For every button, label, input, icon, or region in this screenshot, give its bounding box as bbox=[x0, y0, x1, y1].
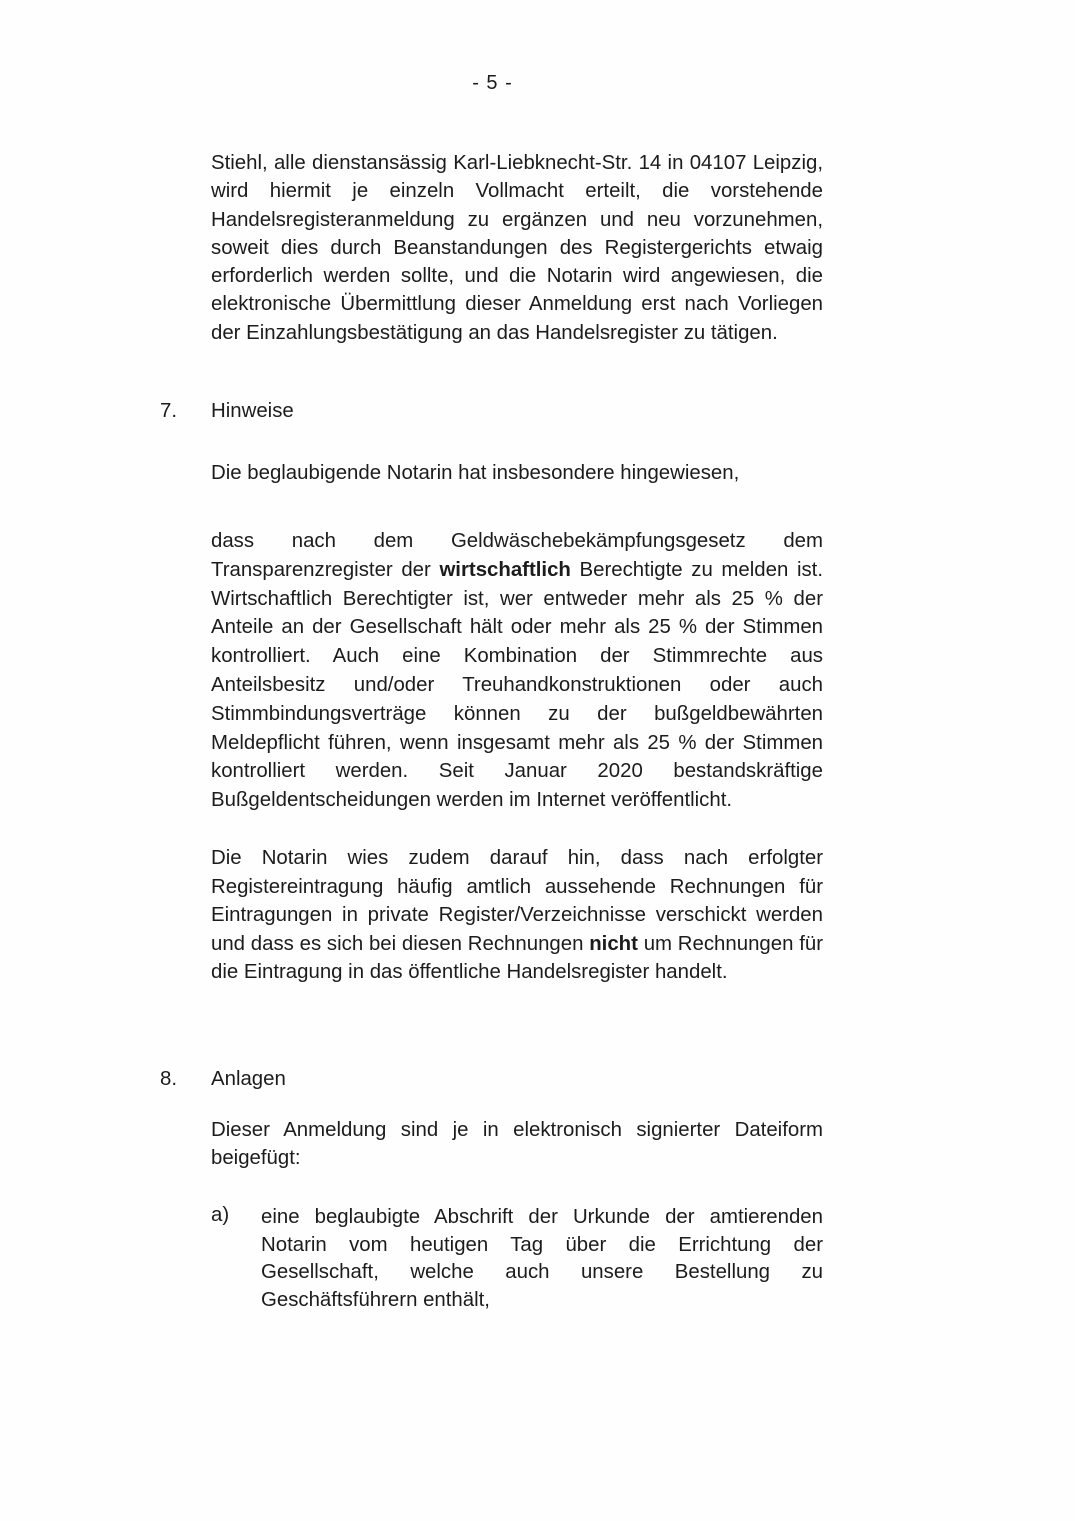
list-item-a-marker: a) bbox=[211, 1204, 230, 1226]
section-8-title: Anlagen bbox=[211, 1068, 286, 1090]
page-number: - 5 - bbox=[472, 72, 513, 94]
section-7-paragraph-1-bold: wirtschaftlich bbox=[439, 558, 571, 581]
section-7-number: 7. bbox=[160, 400, 178, 422]
section-7-paragraph-1-text-a: dass nach dem Geldwäschebekämpfungsgesetz dem Transparenzregister der bbox=[211, 530, 823, 581]
section-7-paragraph-1 bbox=[211, 527, 823, 815]
section-7-title: Hinweise bbox=[211, 400, 294, 422]
intro-paragraph: Stiehl, alle dienstansässig Karl-Liebknecht-Str. 14 in 04107 Leipzig, wird hiermit je einzeln Vollmacht erteilt, die vorstehende Handelsregisteranmeldung zu ergänzen und neu vorzunehmen, soweit dies durch Beanstandungen des Registergerichts etwaig erforderlich werden sollte, und die Notarin wird angewiesen, die elektronische Übermittlung dieser Anmeldung erst nach Vorliegen der Einzahlungsbestätigung an das Handelsregister zu tätigen. bbox=[211, 152, 823, 344]
section-7-lead: Die beglaubigende Notarin hat insbesondere hingewiesen, bbox=[211, 462, 740, 484]
section-7-paragraph-2-text-b: um Rechnungen für die Eintragung in das öffentliche Handelsregister handelt. bbox=[211, 932, 823, 984]
section-7-paragraph-2-bold: nicht bbox=[589, 932, 638, 955]
list-item-a-text: eine beglaubigte Abschrift der Urkunde der amtierenden Notarin vom heutigen Tag über die Errichtung der Gesellschaft, welche auch unsere Bestellung zu Geschäftsführern enthält, bbox=[261, 1206, 823, 1311]
section-7-paragraph-2-text-a: Die Notarin wies zudem darauf hin, dass nach erfolgter Registereintragung häufig amtlich aussehende Rechnungen für Eintragungen in private Register/Verzeichnisse verschickt werden und dass es sich bei diesen Rechnungen bbox=[211, 847, 823, 955]
section-8-number: 8. bbox=[160, 1068, 178, 1090]
section-8-lead: Dieser Anmeldung sind je in elektronisch signierter Dateiform beigefügt: bbox=[211, 1119, 823, 1169]
section-7-paragraph-2 bbox=[211, 844, 823, 987]
section-7-paragraph-1-text-b: Berechtigte zu melden ist. Wirtschaftlich Berechtigter ist, wer entweder mehr als 25 % der Anteile an der Gesellschaft hält oder mehr als 25 % der Stimmen kontrolliert. Auch eine Kombination der Stimmrechte aus Anteilsbesitz und/oder Treuhandkonstruktionen oder auch Stimmbindungsverträge können zu der bußgeldbewährten Meldepflicht führen, wenn insgesamt mehr als 25 % der Stimmen kontrolliert werden. Seit Januar 2020 bestandskräftige Bußgeldentscheidungen werden im Internet veröffentlicht. bbox=[211, 558, 823, 812]
